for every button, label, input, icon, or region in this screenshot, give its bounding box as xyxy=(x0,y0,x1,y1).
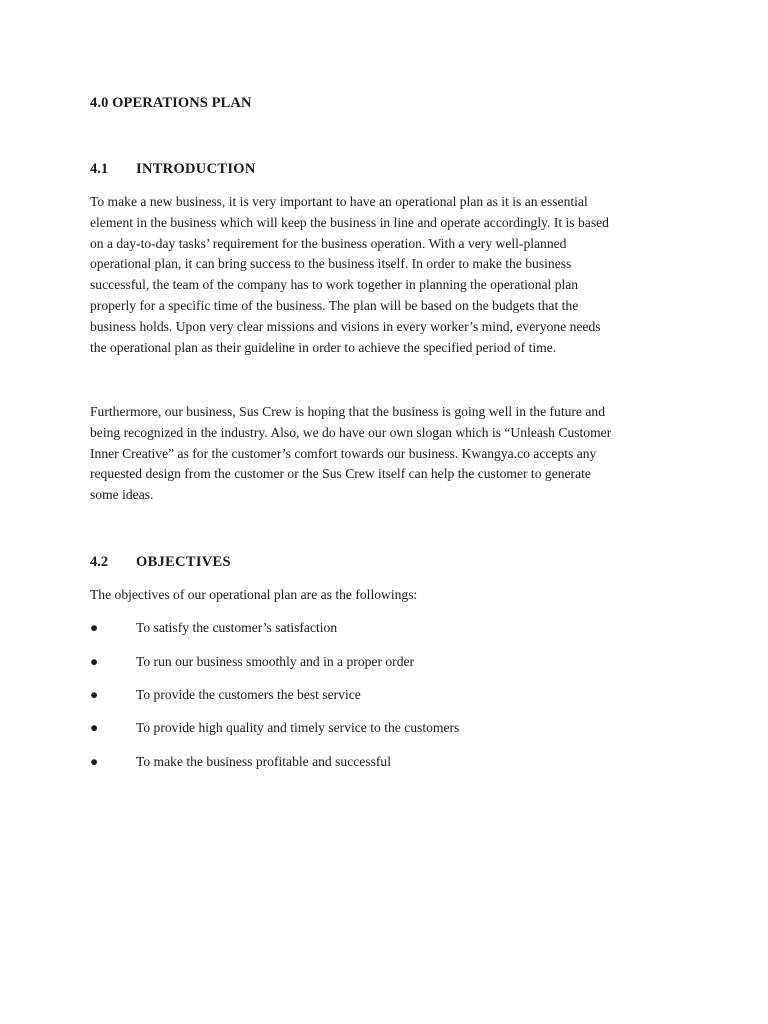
introduction-number: 4.1 xyxy=(90,161,109,177)
objectives-number: 4.2 xyxy=(90,554,109,570)
bullet-icon: ● xyxy=(90,754,99,769)
paragraph-line: operational plan, it can bring success to the business itself. In order to make the business xyxy=(90,256,572,272)
introduction-paragraph-2 xyxy=(90,402,690,506)
bullet-icon: ● xyxy=(90,654,99,669)
introduction-paragraph-1 xyxy=(90,192,690,358)
list-item-text: To satisfy the customer’s satisfaction xyxy=(136,620,338,635)
paragraph-line: being recognized in the industry. Also, we do have our own slogan which is “Unleash Customer xyxy=(90,424,612,440)
paragraph-line: successful, the team of the company has to work together in planning the operational plan xyxy=(90,277,579,293)
paragraph-line: requested design from the customer or the Sus Crew itself can help the customer to generate xyxy=(90,466,591,482)
paragraph-line: Inner Creative” as for the customer’s comfort towards our business. Kwangya.co accepts any xyxy=(90,445,597,461)
paragraph-line: element in the business which will keep the business in line and operate accordingly. It is based xyxy=(90,214,609,230)
list-item-text: To make the business profitable and successful xyxy=(136,754,391,769)
list-item-text: To provide the customers the best service xyxy=(136,687,361,702)
list-item-text: To provide high quality and timely service to the customers xyxy=(136,720,460,735)
list-item xyxy=(90,620,690,640)
paragraph-line: some ideas. xyxy=(90,487,154,503)
paragraph-line: on a day-to-day tasks’ requirement for the business operation. With a very well-planned xyxy=(90,235,567,251)
main-heading: 4.0 OPERATIONS PLAN xyxy=(90,95,252,111)
bullet-icon: ● xyxy=(90,687,99,702)
paragraph-line: the operational plan as their guideline in order to achieve the specified period of time. xyxy=(90,339,557,355)
list-item xyxy=(90,687,690,707)
list-item xyxy=(90,754,690,774)
bullet-icon: ● xyxy=(90,720,99,735)
paragraph-line: business holds. Upon very clear missions and visions in every worker’s mind, everyone needs xyxy=(90,318,601,334)
list-item xyxy=(90,654,690,674)
list-item xyxy=(90,720,690,740)
paragraph-line: To make a new business, it is very important to have an operational plan as it is an essential xyxy=(90,194,588,209)
paragraph-line: Furthermore, our business, Sus Crew is hoping that the business is going well in the future and xyxy=(90,404,605,419)
bullet-icon: ● xyxy=(90,620,99,635)
objectives-title: OBJECTIVES xyxy=(136,554,231,570)
paragraph-line: properly for a specific time of the business. The plan will be based on the budgets that the xyxy=(90,297,579,313)
objectives-lead: The objectives of our operational plan are as the followings: xyxy=(90,587,418,602)
list-item-text: To run our business smoothly and in a proper order xyxy=(136,654,415,669)
introduction-title: INTRODUCTION xyxy=(136,161,256,177)
